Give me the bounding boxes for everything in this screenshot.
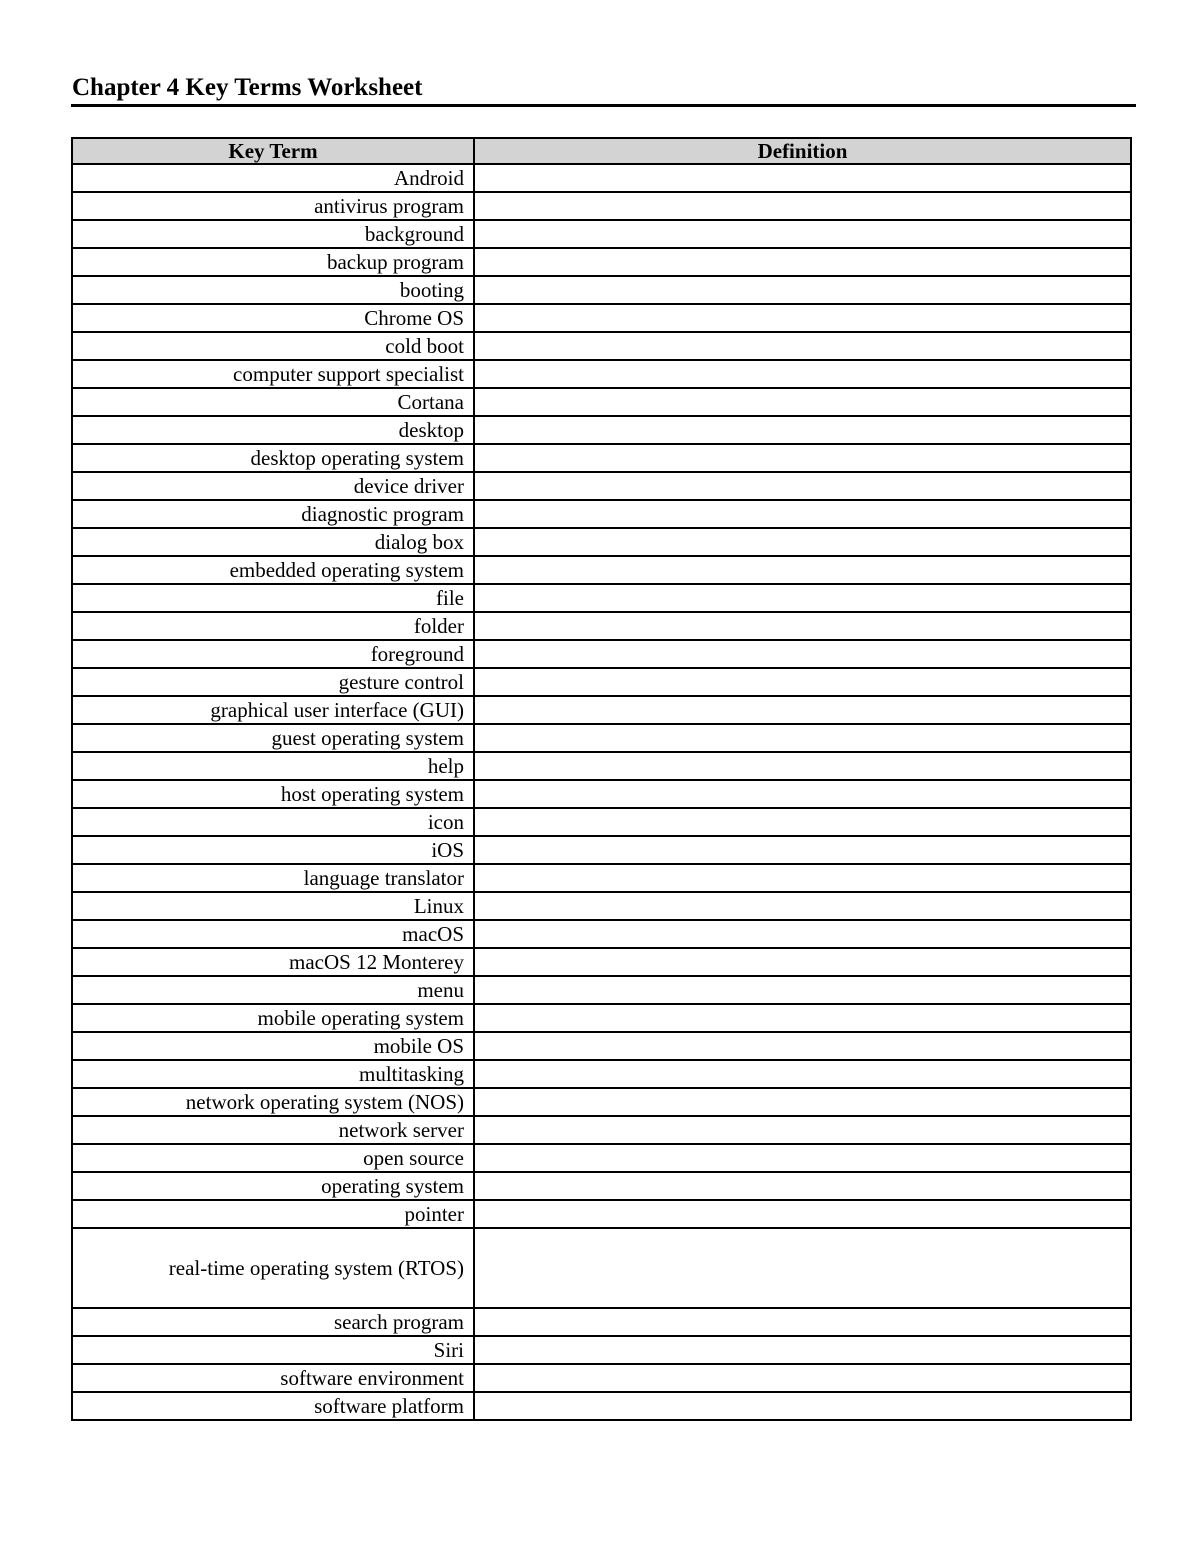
key-term-cell: help bbox=[72, 752, 474, 780]
table-row bbox=[72, 1032, 1131, 1060]
table-row bbox=[72, 1336, 1131, 1364]
definition-cell[interactable] bbox=[474, 360, 1131, 388]
key-term-cell: host operating system bbox=[72, 780, 474, 808]
definition-cell[interactable] bbox=[474, 528, 1131, 556]
definition-cell[interactable] bbox=[474, 500, 1131, 528]
key-term-cell: cold boot bbox=[72, 332, 474, 360]
table-row bbox=[72, 836, 1131, 864]
key-term-cell: pointer bbox=[72, 1200, 474, 1228]
title-underline bbox=[71, 104, 1136, 107]
key-term-cell: mobile operating system bbox=[72, 1004, 474, 1032]
key-term-cell: macOS bbox=[72, 920, 474, 948]
key-term-cell: background bbox=[72, 220, 474, 248]
key-term-cell: diagnostic program bbox=[72, 500, 474, 528]
key-term-header: Key Term bbox=[72, 138, 474, 164]
table-row bbox=[72, 640, 1131, 668]
table-row bbox=[72, 472, 1131, 500]
definition-cell[interactable] bbox=[474, 836, 1131, 864]
key-term-cell: operating system bbox=[72, 1172, 474, 1200]
table-row bbox=[72, 668, 1131, 696]
key-term-cell: iOS bbox=[72, 836, 474, 864]
definition-cell[interactable] bbox=[474, 1364, 1131, 1392]
definition-cell[interactable] bbox=[474, 752, 1131, 780]
definition-cell[interactable] bbox=[474, 388, 1131, 416]
table-row bbox=[72, 1228, 1131, 1308]
key-term-cell: backup program bbox=[72, 248, 474, 276]
table-row bbox=[72, 360, 1131, 388]
definition-cell[interactable] bbox=[474, 1336, 1131, 1364]
definition-cell[interactable] bbox=[474, 1032, 1131, 1060]
table-row bbox=[72, 192, 1131, 220]
definition-cell[interactable] bbox=[474, 892, 1131, 920]
table-row bbox=[72, 1308, 1131, 1336]
key-term-cell: device driver bbox=[72, 472, 474, 500]
key-term-cell: dialog box bbox=[72, 528, 474, 556]
key-term-cell: icon bbox=[72, 808, 474, 836]
table-row bbox=[72, 500, 1131, 528]
table-row bbox=[72, 1004, 1131, 1032]
definition-cell[interactable] bbox=[474, 808, 1131, 836]
key-term-cell: network server bbox=[72, 1116, 474, 1144]
definition-cell[interactable] bbox=[474, 332, 1131, 360]
key-term-cell: desktop operating system bbox=[72, 444, 474, 472]
table-row bbox=[72, 612, 1131, 640]
definition-cell[interactable] bbox=[474, 668, 1131, 696]
table-row bbox=[72, 1392, 1131, 1420]
definition-cell[interactable] bbox=[474, 1200, 1131, 1228]
table-row bbox=[72, 892, 1131, 920]
key-term-cell: guest operating system bbox=[72, 724, 474, 752]
definition-cell[interactable] bbox=[474, 1228, 1131, 1308]
table-row bbox=[72, 752, 1131, 780]
table-row bbox=[72, 1172, 1131, 1200]
key-term-cell: mobile OS bbox=[72, 1032, 474, 1060]
table-row bbox=[72, 248, 1131, 276]
table-row bbox=[72, 276, 1131, 304]
definition-cell[interactable] bbox=[474, 416, 1131, 444]
key-term-cell: network operating system (NOS) bbox=[72, 1088, 474, 1116]
table-row bbox=[72, 1144, 1131, 1172]
definition-cell[interactable] bbox=[474, 724, 1131, 752]
table-row bbox=[72, 332, 1131, 360]
table-row bbox=[72, 976, 1131, 1004]
definition-cell[interactable] bbox=[474, 164, 1131, 192]
key-term-cell: Chrome OS bbox=[72, 304, 474, 332]
key-term-cell: open source bbox=[72, 1144, 474, 1172]
definition-cell[interactable] bbox=[474, 640, 1131, 668]
definition-cell[interactable] bbox=[474, 304, 1131, 332]
definition-cell[interactable] bbox=[474, 472, 1131, 500]
key-term-cell: Cortana bbox=[72, 388, 474, 416]
key-term-cell: language translator bbox=[72, 864, 474, 892]
key-term-cell: antivirus program bbox=[72, 192, 474, 220]
definition-cell[interactable] bbox=[474, 556, 1131, 584]
table-row bbox=[72, 920, 1131, 948]
table-row bbox=[72, 780, 1131, 808]
table-row bbox=[72, 584, 1131, 612]
definition-cell[interactable] bbox=[474, 1088, 1131, 1116]
definition-cell[interactable] bbox=[474, 1004, 1131, 1032]
table-row bbox=[72, 948, 1131, 976]
page-title: Chapter 4 Key Terms Worksheet bbox=[72, 74, 423, 101]
key-term-cell: macOS 12 Monterey bbox=[72, 948, 474, 976]
table-row bbox=[72, 556, 1131, 584]
table-row bbox=[72, 444, 1131, 472]
definition-cell[interactable] bbox=[474, 864, 1131, 892]
definition-cell[interactable] bbox=[474, 220, 1131, 248]
key-term-cell: real-time operating system (RTOS) bbox=[72, 1228, 474, 1308]
key-term-cell: folder bbox=[72, 612, 474, 640]
definition-cell[interactable] bbox=[474, 1060, 1131, 1088]
table-header-row bbox=[72, 138, 1131, 164]
table-row bbox=[72, 1060, 1131, 1088]
definition-cell[interactable] bbox=[474, 612, 1131, 640]
key-term-cell: Linux bbox=[72, 892, 474, 920]
table-row bbox=[72, 528, 1131, 556]
table-row bbox=[72, 696, 1131, 724]
key-term-cell: software environment bbox=[72, 1364, 474, 1392]
table-row bbox=[72, 220, 1131, 248]
table-row bbox=[72, 724, 1131, 752]
key-term-cell: foreground bbox=[72, 640, 474, 668]
key-term-cell: embedded operating system bbox=[72, 556, 474, 584]
key-term-cell: desktop bbox=[72, 416, 474, 444]
table-row bbox=[72, 1116, 1131, 1144]
definition-cell[interactable] bbox=[474, 1308, 1131, 1336]
key-term-cell: computer support specialist bbox=[72, 360, 474, 388]
table-row bbox=[72, 864, 1131, 892]
definition-cell[interactable] bbox=[474, 1392, 1131, 1420]
definition-cell[interactable] bbox=[474, 276, 1131, 304]
definition-cell[interactable] bbox=[474, 192, 1131, 220]
definition-header: Definition bbox=[474, 138, 1131, 164]
key-term-cell: search program bbox=[72, 1308, 474, 1336]
table-row bbox=[72, 1088, 1131, 1116]
key-term-cell: Siri bbox=[72, 1336, 474, 1364]
definition-cell[interactable] bbox=[474, 248, 1131, 276]
table-row bbox=[72, 388, 1131, 416]
definition-cell[interactable] bbox=[474, 584, 1131, 612]
key-term-cell: booting bbox=[72, 276, 474, 304]
definition-cell[interactable] bbox=[474, 920, 1131, 948]
key-term-cell: software platform bbox=[72, 1392, 474, 1420]
table-row bbox=[72, 808, 1131, 836]
definition-cell[interactable] bbox=[474, 1144, 1131, 1172]
key-term-cell: gesture control bbox=[72, 668, 474, 696]
key-terms-table bbox=[71, 137, 1132, 1421]
definition-cell[interactable] bbox=[474, 780, 1131, 808]
table-row bbox=[72, 1364, 1131, 1392]
definition-cell[interactable] bbox=[474, 696, 1131, 724]
definition-cell[interactable] bbox=[474, 948, 1131, 976]
key-term-cell: graphical user interface (GUI) bbox=[72, 696, 474, 724]
key-term-cell: file bbox=[72, 584, 474, 612]
table-row bbox=[72, 304, 1131, 332]
table-row bbox=[72, 416, 1131, 444]
key-term-cell: Android bbox=[72, 164, 474, 192]
definition-cell[interactable] bbox=[474, 976, 1131, 1004]
definition-cell[interactable] bbox=[474, 1116, 1131, 1144]
definition-cell[interactable] bbox=[474, 444, 1131, 472]
table-row bbox=[72, 164, 1131, 192]
key-term-cell: multitasking bbox=[72, 1060, 474, 1088]
definition-cell[interactable] bbox=[474, 1172, 1131, 1200]
key-term-cell: menu bbox=[72, 976, 474, 1004]
table-row bbox=[72, 1200, 1131, 1228]
